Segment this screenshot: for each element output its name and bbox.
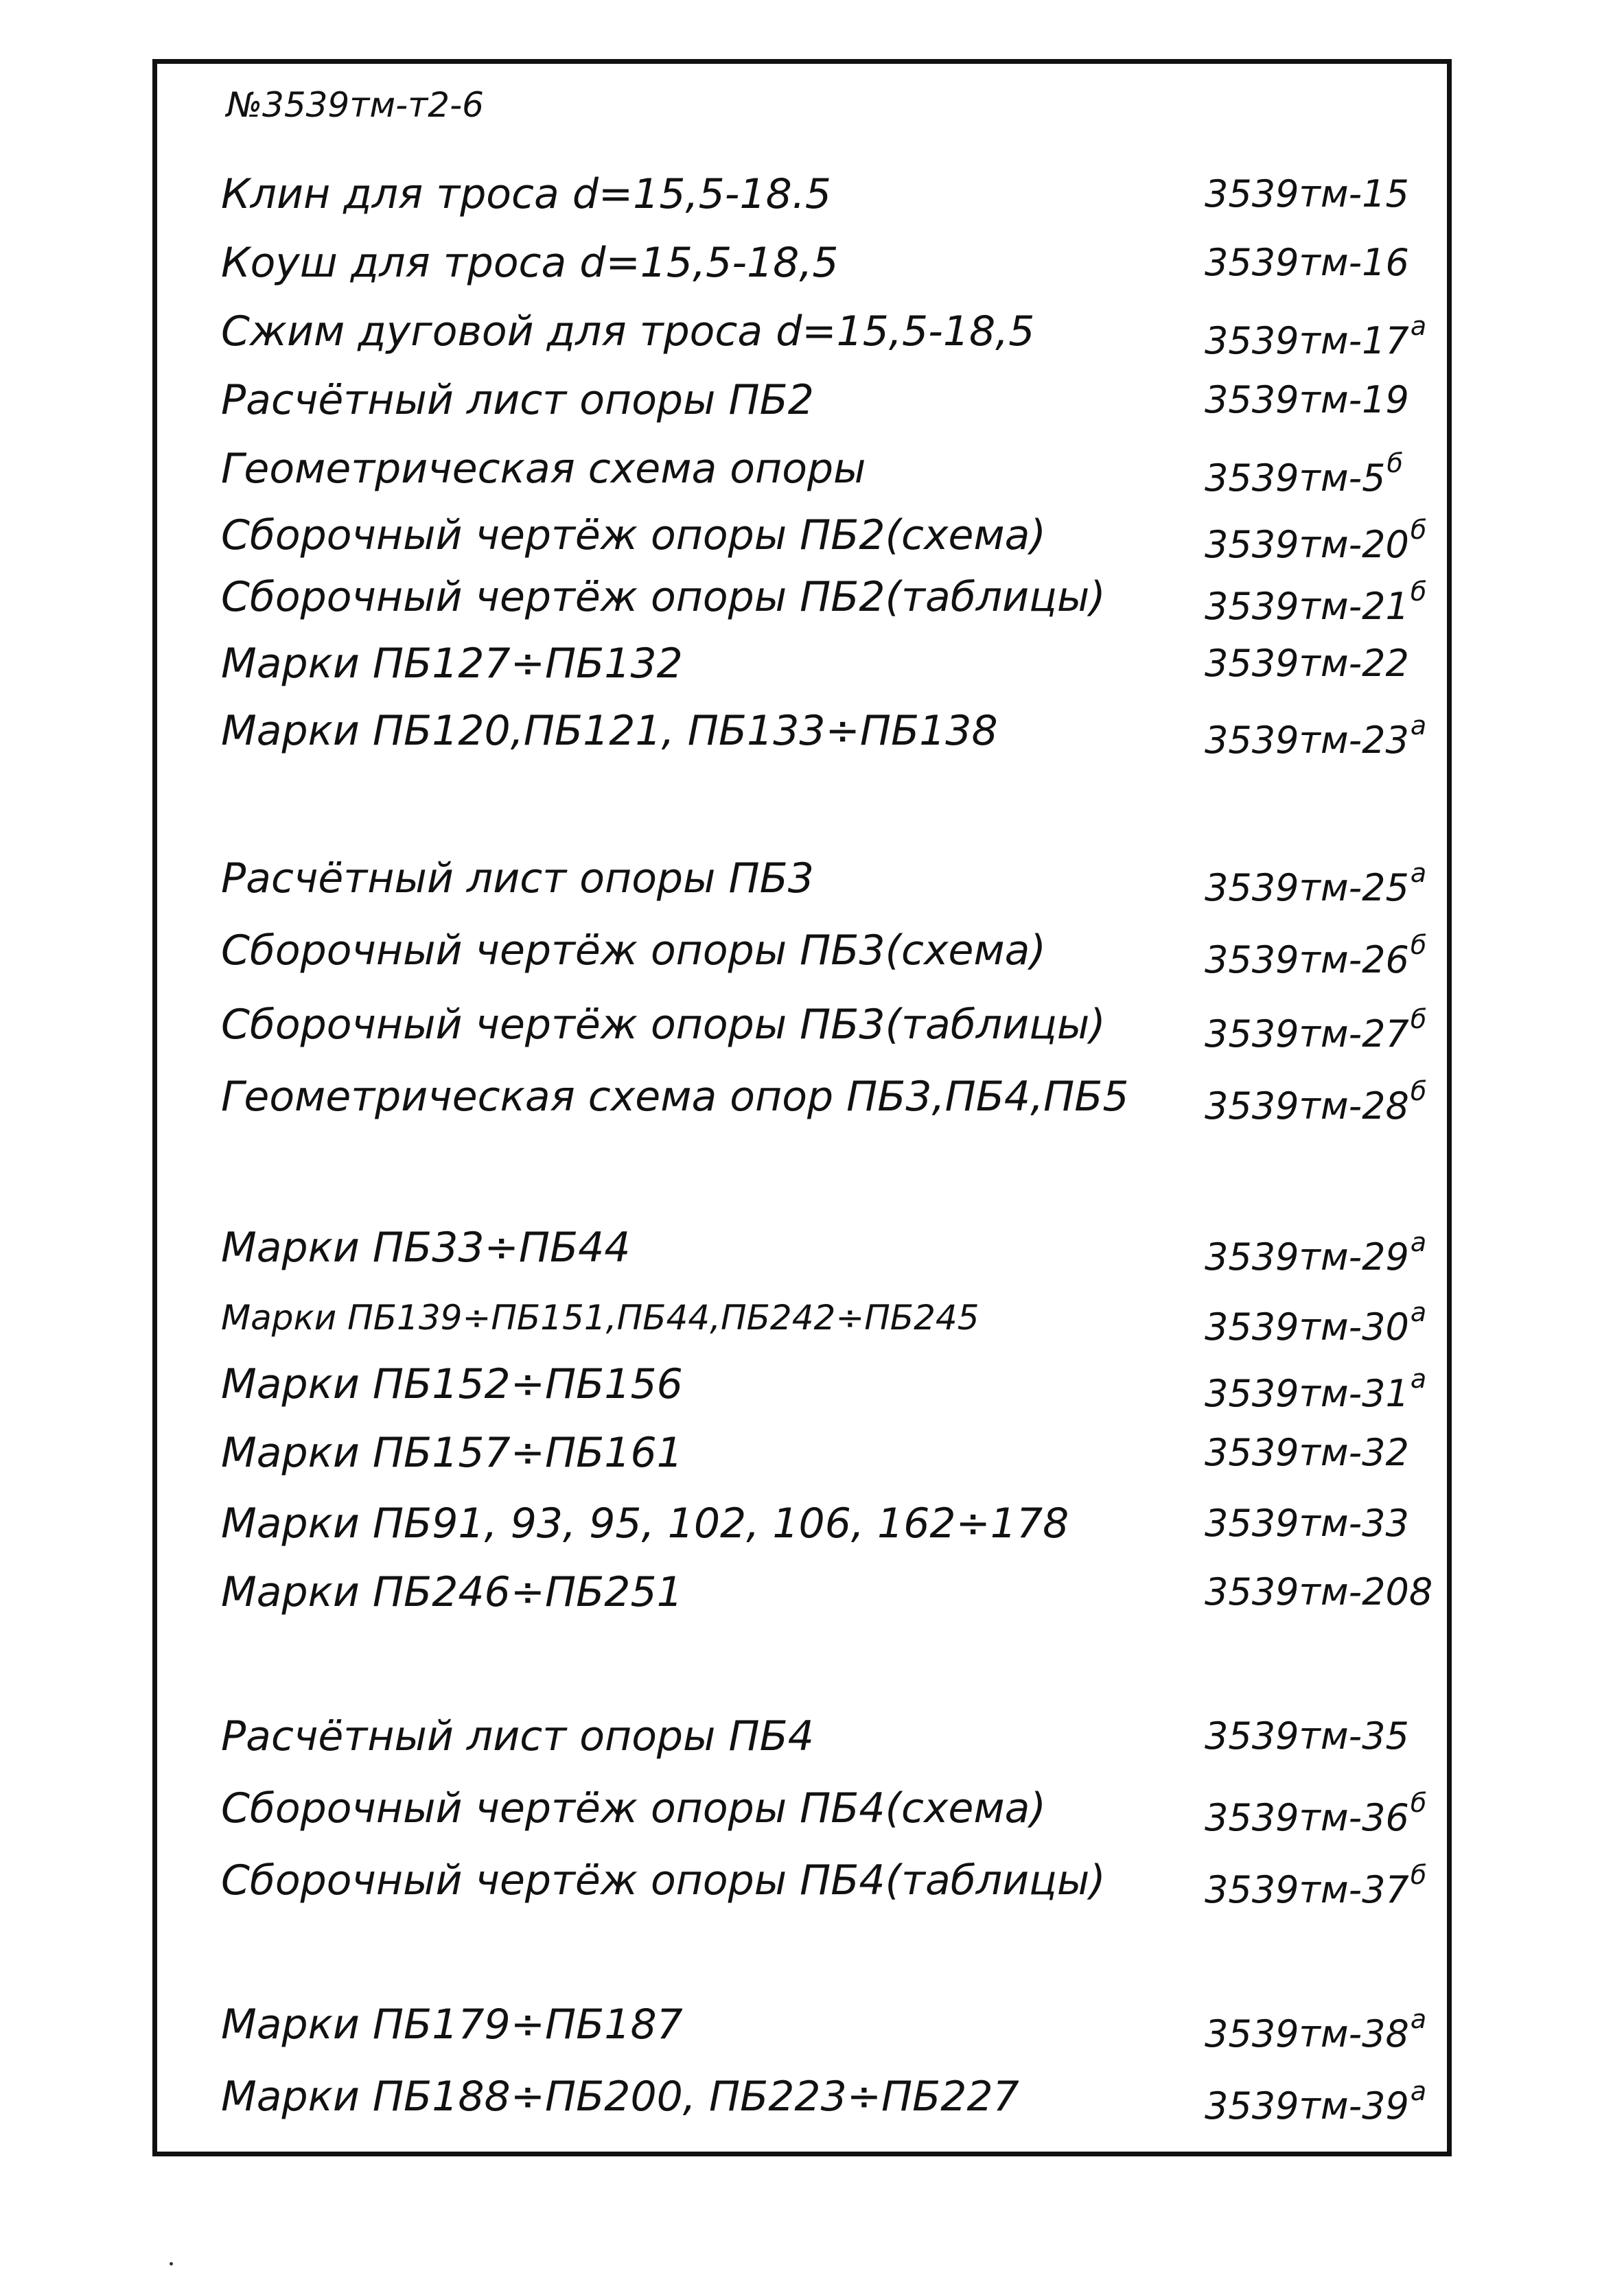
item-code-revision: б xyxy=(1410,1076,1427,1106)
list-item xyxy=(0,1702,1624,1771)
list-item xyxy=(0,1846,1624,1915)
item-code-value: 3539тм-17 xyxy=(1205,319,1409,362)
item-code xyxy=(1205,229,1409,297)
item-code-revision: а xyxy=(1410,1227,1427,1257)
item-title: Марки ПБ179÷ПБ187 xyxy=(221,2001,683,2049)
item-code xyxy=(1205,297,1426,375)
list-item xyxy=(0,1350,1624,1419)
list-item xyxy=(0,160,1624,229)
item-title: Коуш для троса d=15,5-18,5 xyxy=(221,239,839,287)
item-code xyxy=(1205,990,1426,1069)
item-title: Сборочный чертёж опоры ПБ4(таблицы) xyxy=(221,1856,1106,1905)
list-item xyxy=(0,229,1624,297)
item-title: Сжим дуговой для троса d=15,5-18,5 xyxy=(221,307,1035,356)
item-code-revision: б xyxy=(1410,1004,1427,1034)
item-code xyxy=(1205,844,1426,922)
item-title: Марки ПБ246÷ПБ251 xyxy=(221,1568,683,1616)
item-code-value: 3539тм-33 xyxy=(1205,1502,1409,1545)
item-title: Марки ПБ127÷ПБ132 xyxy=(221,640,683,688)
list-item xyxy=(0,501,1624,570)
item-code-revision: а xyxy=(1410,710,1427,741)
item-code-revision: б xyxy=(1410,1860,1427,1890)
item-title: Сборочный чертёж опоры ПБ2(схема) xyxy=(221,511,1046,559)
item-code-value: 3539тм-23 xyxy=(1205,719,1409,762)
item-code-value: 3539тм-22 xyxy=(1205,642,1409,685)
item-code xyxy=(1205,697,1426,775)
item-title: Геометрическая схема опор ПБ3,ПБ4,ПБ5 xyxy=(221,1073,1129,1121)
item-title: Марки ПБ157÷ПБ161 xyxy=(221,1429,683,1477)
document-number: №3539тм-т2-6 xyxy=(227,85,484,125)
item-title: Клин для троса d=15,5-18.5 xyxy=(221,170,832,218)
item-code-revision: а xyxy=(1410,311,1427,341)
item-code xyxy=(1205,1419,1409,1487)
list-item xyxy=(0,1283,1624,1352)
item-code-value: 3539тм-37 xyxy=(1205,1868,1409,1911)
item-code xyxy=(1205,2062,1426,2141)
item-title: Геометрическая схема опоры xyxy=(221,445,866,493)
item-code-value: 3539тм-16 xyxy=(1205,241,1409,284)
item-code-value: 3539тм-35 xyxy=(1205,1714,1409,1758)
list-item xyxy=(0,2062,1624,2131)
list-item xyxy=(0,916,1624,985)
item-code-value: 3539тм-26 xyxy=(1205,938,1409,981)
item-code-value: 3539тм-30 xyxy=(1205,1305,1409,1349)
item-code-revision: а xyxy=(1410,1297,1427,1327)
item-code-revision: а xyxy=(1410,2076,1427,2106)
item-code-revision: б xyxy=(1410,1788,1427,1818)
item-title: Расчётный лист опоры ПБ4 xyxy=(221,1712,814,1760)
item-title: Сборочный чертёж опоры ПБ3(таблицы) xyxy=(221,1001,1106,1049)
item-title: Марки ПБ139÷ПБ151,ПБ44,ПБ242÷ПБ245 xyxy=(221,1298,979,1338)
item-code-value: 3539тм-21 xyxy=(1205,585,1409,628)
list-item xyxy=(0,629,1624,698)
item-title: Марки ПБ120,ПБ121, ПБ133÷ПБ138 xyxy=(221,707,998,755)
list-item xyxy=(0,366,1624,434)
item-title: Сборочный чертёж опоры ПБ3(схема) xyxy=(221,927,1046,975)
item-code-revision: а xyxy=(1410,858,1427,888)
item-code-value: 3539тм-25 xyxy=(1205,866,1409,909)
item-code xyxy=(1205,160,1409,229)
item-code xyxy=(1205,629,1409,698)
item-code xyxy=(1205,1702,1409,1771)
list-item xyxy=(0,1419,1624,1487)
item-code-value: 3539тм-19 xyxy=(1205,378,1409,421)
item-code-revision: б xyxy=(1410,515,1427,545)
item-code-value: 3539тм-208 xyxy=(1205,1570,1433,1614)
scan-speck xyxy=(170,2262,173,2266)
item-code xyxy=(1205,1774,1426,1852)
item-code-revision: б xyxy=(1387,448,1403,478)
item-code-revision: а xyxy=(1410,1364,1427,1394)
item-title: Сборочный чертёж опоры ПБ2(таблицы) xyxy=(221,573,1106,621)
item-code-value: 3539тм-20 xyxy=(1205,523,1409,566)
item-code xyxy=(1205,1489,1409,1558)
list-item xyxy=(0,297,1624,366)
item-title: Марки ПБ152÷ПБ156 xyxy=(221,1360,683,1408)
item-code xyxy=(1205,1558,1432,1627)
list-item xyxy=(0,990,1624,1059)
item-title: Расчётный лист опоры ПБ2 xyxy=(221,376,814,424)
list-item xyxy=(0,1062,1624,1131)
item-code xyxy=(1205,1062,1426,1141)
item-title: Марки ПБ33÷ПБ44 xyxy=(221,1224,631,1272)
item-code-value: 3539тм-36 xyxy=(1205,1796,1409,1839)
list-item xyxy=(0,844,1624,913)
item-code xyxy=(1205,1990,1426,2069)
item-code-value: 3539тм-39 xyxy=(1205,2084,1409,2128)
item-code-value: 3539тм-27 xyxy=(1205,1012,1409,1056)
list-item xyxy=(0,563,1624,631)
list-item xyxy=(0,1558,1624,1627)
list-item xyxy=(0,1489,1624,1558)
list-item xyxy=(0,1774,1624,1843)
list-item xyxy=(0,697,1624,765)
item-title: Марки ПБ91, 93, 95, 102, 106, 162÷178 xyxy=(221,1500,1069,1548)
item-code-value: 3539тм-38 xyxy=(1205,2012,1409,2055)
item-code xyxy=(1205,916,1426,994)
list-item xyxy=(0,1213,1624,1282)
item-code xyxy=(1205,1846,1426,1924)
item-code xyxy=(1205,1350,1426,1428)
item-title: Сборочный чертёж опоры ПБ4(схема) xyxy=(221,1784,1046,1832)
item-code-value: 3539тм-29 xyxy=(1205,1235,1409,1279)
item-title: Марки ПБ188÷ПБ200, ПБ223÷ПБ227 xyxy=(221,2073,1019,2121)
list-item xyxy=(0,434,1624,503)
item-code-value: 3539тм-5 xyxy=(1205,456,1386,500)
item-code-revision: б xyxy=(1410,930,1427,960)
item-code-value: 3539тм-31 xyxy=(1205,1372,1409,1415)
item-code xyxy=(1205,366,1409,434)
item-code-value: 3539тм-28 xyxy=(1205,1084,1409,1128)
item-title: Расчётный лист опоры ПБ3 xyxy=(221,854,814,902)
item-code-value: 3539тм-32 xyxy=(1205,1431,1409,1474)
item-code-value: 3539тм-15 xyxy=(1205,172,1409,216)
item-code-revision: б xyxy=(1410,577,1427,607)
item-code-revision: а xyxy=(1410,2004,1427,2034)
list-item xyxy=(0,1990,1624,2059)
item-code xyxy=(1205,1213,1426,1292)
